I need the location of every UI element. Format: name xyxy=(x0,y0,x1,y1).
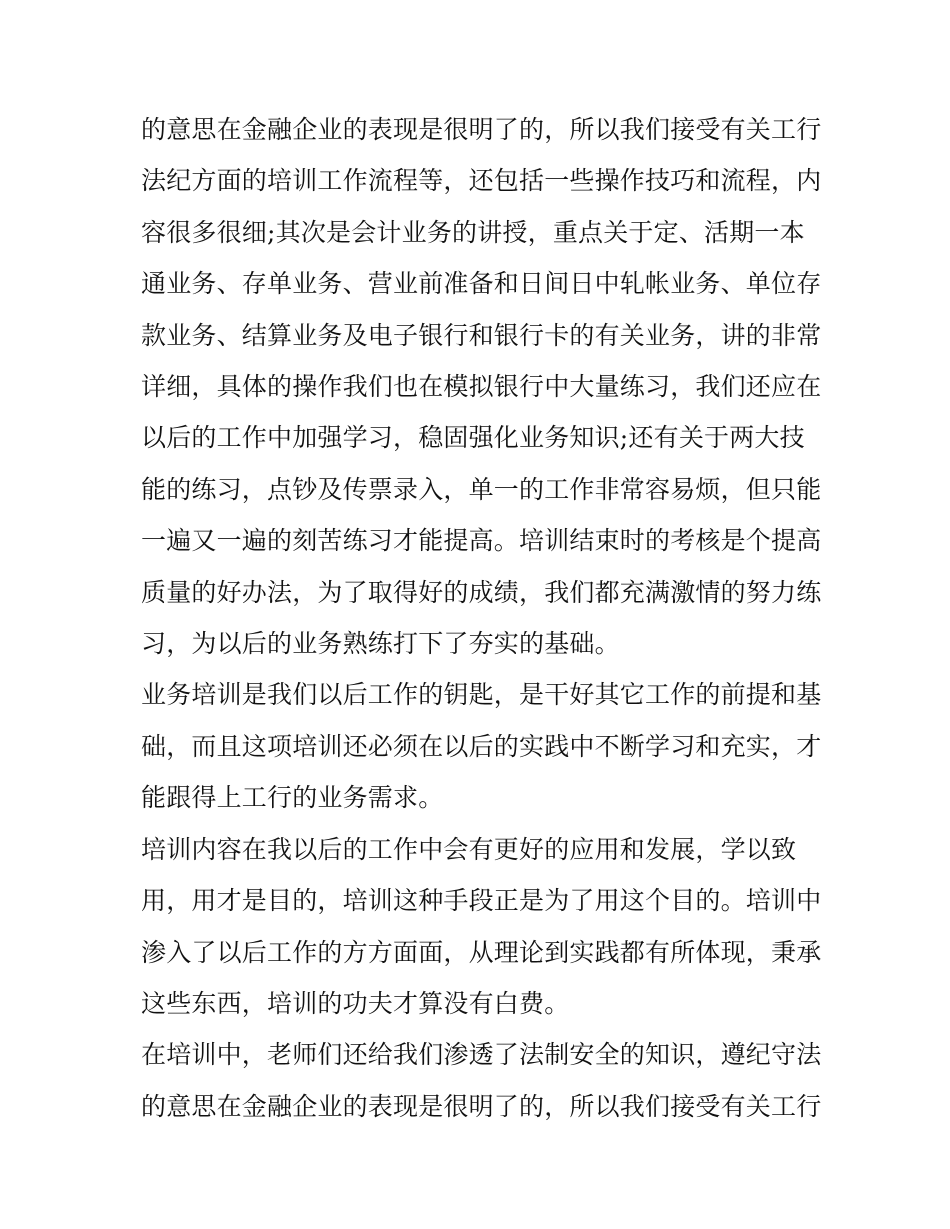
text-line: 在培训中，老师们还给我们渗透了法制安全的知识，遵纪守法 xyxy=(141,1040,822,1070)
text-line: 以后的工作中加强学习，稳固强化业务知识;还有关于两大技 xyxy=(141,423,805,453)
body-text xyxy=(141,104,822,1132)
paragraph-2 xyxy=(141,669,822,823)
paragraph-3 xyxy=(141,824,822,1030)
paragraph-4 xyxy=(141,1029,822,1132)
text-line: 能的练习，点钞及传票录入，单一的工作非常容易烦，但只能 xyxy=(141,474,822,504)
text-line: 法纪方面的培训工作流程等，还包括一些操作技巧和流程，内 xyxy=(141,166,822,196)
text-line: 详细，具体的操作我们也在模拟银行中大量练习，我们还应在 xyxy=(141,372,822,402)
text-line: 款业务、结算业务及电子银行和银行卡的有关业务，讲的非常 xyxy=(141,320,822,350)
text-line: 培训内容在我以后的工作中会有更好的应用和发展，学以致 xyxy=(141,834,797,864)
text-line: 能跟得上工行的业务需求。 xyxy=(141,783,444,813)
text-line: 的意思在金融企业的表现是很明了的，所以我们接受有关工行 xyxy=(141,1091,822,1121)
text-line: 通业务、存单业务、营业前准备和日间日中轧帐业务、单位存 xyxy=(141,269,822,299)
paragraph-1 xyxy=(141,104,822,669)
text-line: 渗入了以后工作的方方面面，从理论到实践都有所体现，秉承 xyxy=(141,937,822,967)
text-line: 的意思在金融企业的表现是很明了的，所以我们接受有关工行 xyxy=(141,115,822,144)
text-line: 这些东西，培训的功夫才算没有白费。 xyxy=(141,988,570,1018)
text-line: 一遍又一遍的刻苦练习才能提高。培训结束时的考核是个提高 xyxy=(141,526,822,556)
text-line: 质量的好办法，为了取得好的成绩，我们都充满激情的努力练 xyxy=(141,577,822,607)
text-line: 用，用才是目的，培训这种手段正是为了用这个目的。培训中 xyxy=(141,886,822,916)
text-line: 业务培训是我们以后工作的钥匙，是干好其它工作的前提和基 xyxy=(141,680,822,710)
text-line: 容很多很细;其次是会计业务的讲授，重点关于定、活期一本 xyxy=(141,217,805,247)
text-line: 习，为以后的业务熟练打下了夯实的基础。 xyxy=(141,629,620,659)
text-line: 础，而且这项培训还必须在以后的实践中不断学习和充实，才 xyxy=(141,731,822,761)
